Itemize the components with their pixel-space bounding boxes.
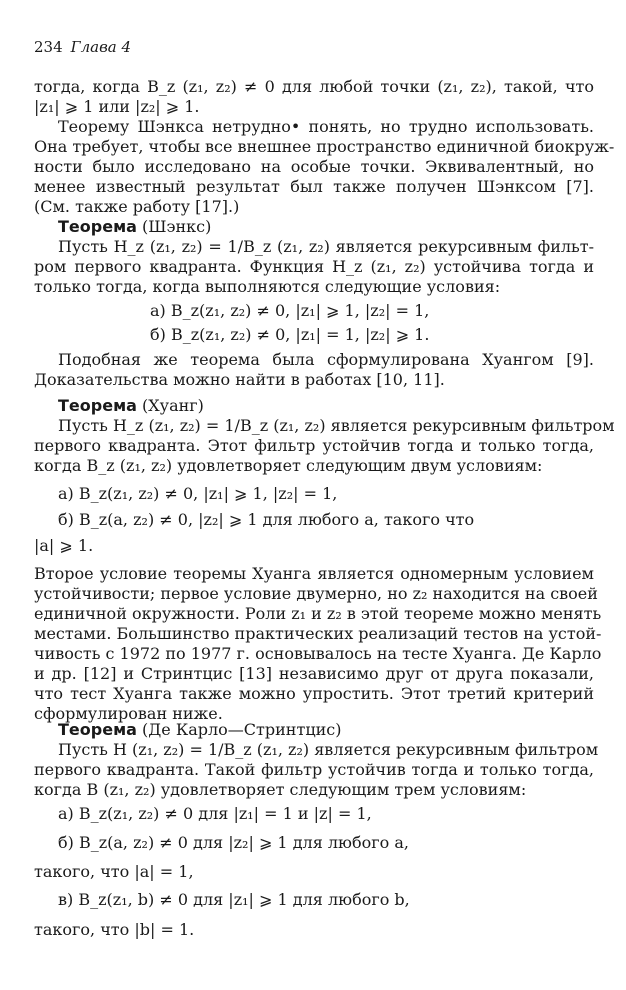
condition-c: в) B_z(z₁, b) ≠ 0 для |z₁| ⩾ 1 для любого b, [58,890,410,909]
text-line: |z₁| ⩾ 1 или |z₂| ⩾ 1. [34,97,200,116]
page-number: 234 [34,38,63,56]
condition-b: б) B_z(a, z₂) ≠ 0, |z₂| ⩾ 1 для любого a, такого что [58,510,475,529]
condition-a: а) B_z(z₁, z₂) ≠ 0 для |z₁| = 1 и |z| = 1, [58,804,372,823]
text-line: менее известный результат был также получен Шэнксом [7]. [34,177,594,196]
condition-a: а) B_z(z₁, z₂) ≠ 0, |z₁| ⩾ 1, |z₂| = 1, [58,484,338,503]
theorem-heading [58,396,204,416]
text-line: когда B_z (z₁, z₂) удовлетворяет следующим двум условиям: [34,456,543,475]
theorem-label: Теорема [58,396,137,415]
text-line: Теорему Шэнкса нетрудно• понять, но трудно использовать. [58,117,594,136]
text-line: и др. [12] и Стринтцис [13] независимо друг от друга показали, [34,664,594,683]
text-line: что тест Хуанга также можно упростить. Этот третий критерий [34,684,594,703]
text-line: Второе условие теоремы Хуанга является одномерным условием [34,564,594,583]
text-line: ности было исследовано на особые точки. Эквивалентный, но [34,157,594,176]
text-line: первого квадранта. Такой фильтр устойчив тогда и только тогда, [34,760,594,779]
text-line: Пусть H (z₁, z₂) = 1/B_z (z₁, z₂) является рекурсивным фильтром [58,740,599,759]
text-line: когда B (z₁, z₂) удовлетворяет следующим трем условиям: [34,780,527,799]
text-line: Подобная же теорема была сформулирована Хуангом [9]. [58,350,594,369]
condition-b-cont: такого, что |a| = 1, [34,862,194,881]
theorem-label: Теорема [58,720,137,739]
text-line: Пусть H_z (z₁, z₂) = 1/B_z (z₁, z₂) является рекурсивным фильтром [58,416,615,435]
text-line: тогда, когда B_z (z₁, z₂) ≠ 0 для любой точки (z₁, z₂), такой, что [34,77,594,96]
text-line: единичной окружности. Роли z₁ и z₂ в этой теореме можно менять [34,604,602,623]
text-line: местами. Большинство практических реализаций тестов на устой- [34,624,602,643]
theorem-name: (Шэнкс) [142,217,212,236]
condition-b: б) B_z(z₁, z₂) ≠ 0, |z₁| = 1, |z₂| ⩾ 1. [150,325,430,344]
condition-b: б) B_z(a, z₂) ≠ 0 для |z₂| ⩾ 1 для любого a, [58,833,409,852]
text-line: Доказательства можно найти в работах [10, 11]. [34,370,445,389]
condition-a: а) B_z(z₁, z₂) ≠ 0, |z₁| ⩾ 1, |z₂| = 1, [150,301,430,320]
theorem-name: (Де Карло—Стринтцис) [142,720,342,739]
theorem-label: Теорема [58,217,137,236]
text-line: Она требует, чтобы все внешнее пространство единичной биокруж- [34,137,615,156]
text-line: только тогда, когда выполняются следующие условия: [34,277,501,296]
theorem-name: (Хуанг) [142,396,204,415]
condition-b-cont: |a| ⩾ 1. [34,536,94,555]
condition-c-cont: такого, что |b| = 1. [34,920,195,939]
text-line: (См. также работу [17].) [34,197,240,216]
text-line: чивость с 1972 по 1977 г. основывалось на тесте Хуанга. Де Карло [34,644,602,663]
text-line: первого квадранта. Этот фильтр устойчив тогда и только тогда, [34,436,594,455]
text-line: ром первого квадранта. Функция H_z (z₁, z₂) устойчива тогда и [34,257,594,276]
chapter-label: Глава 4 [70,38,132,56]
theorem-heading [58,720,341,740]
text-line: Пусть H_z (z₁, z₂) = 1/B_z (z₁, z₂) является рекурсивным фильт- [58,237,594,256]
page-header [34,38,131,56]
text-line: устойчивости; первое условие двумерно, но z₂ находится на своей [34,584,598,603]
text-line: сформулирован ниже. [34,704,223,723]
theorem-heading [58,217,211,237]
